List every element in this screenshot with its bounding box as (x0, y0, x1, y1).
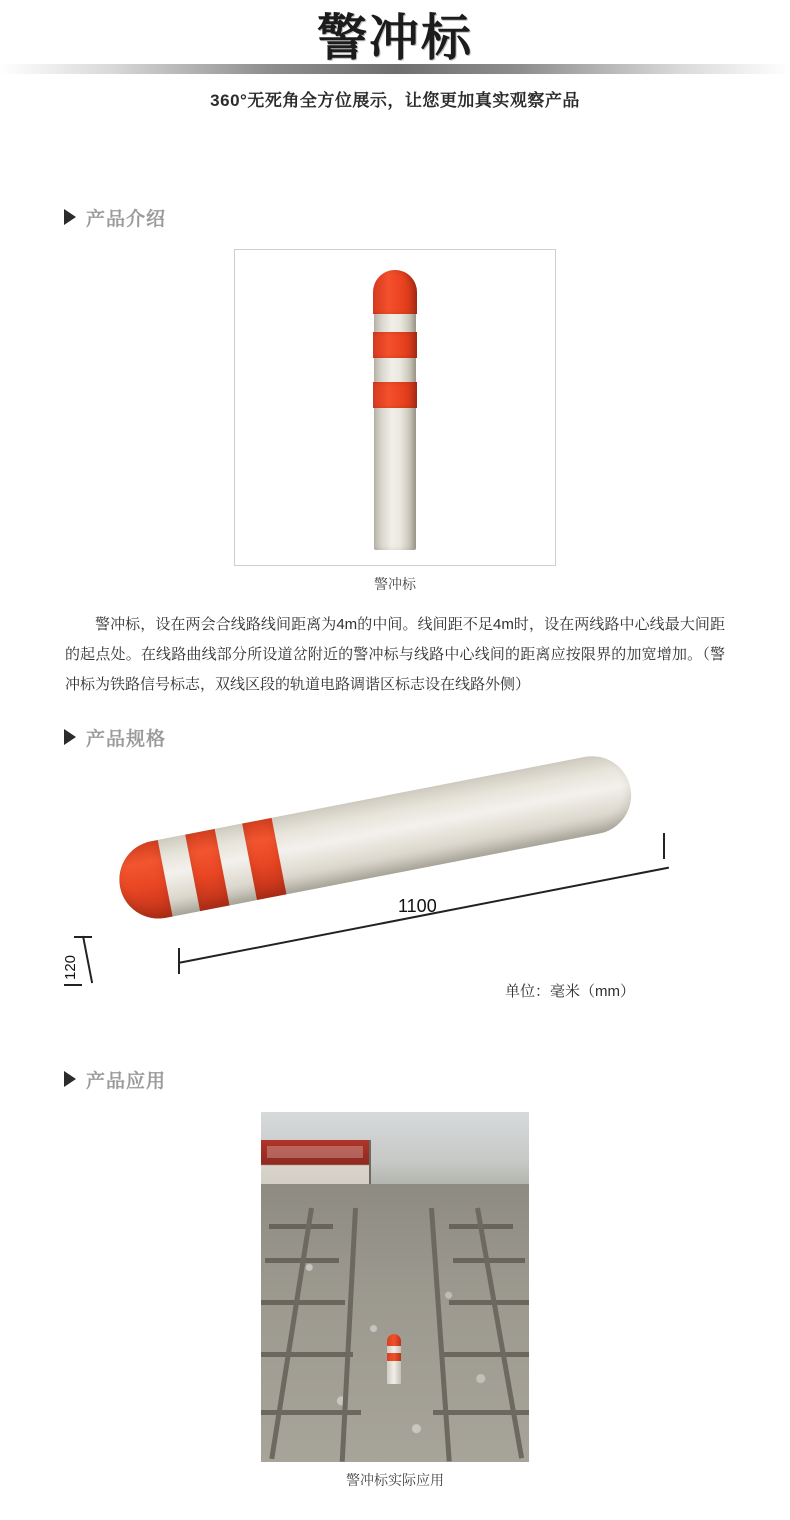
bollard-red-band-3 (373, 382, 417, 408)
spec-diagram (0, 758, 790, 1058)
section-header-application (0, 1064, 790, 1094)
diameter-tick-top (74, 936, 92, 938)
length-dimension-label: 1100 (398, 896, 437, 916)
application-photo-caption: 警冲标实际应用 (346, 1472, 444, 1488)
page-subtitle: 360°无死角全方位展示，让您更加真实观察产品 (210, 91, 580, 110)
page-title: 警冲标 (317, 9, 473, 67)
section-title-application: 产品应用 (86, 1070, 167, 1092)
diameter-tick-bottom (64, 984, 82, 986)
bollard-illustration (374, 270, 416, 550)
product-description-text: 警冲标，设在两会合线路线间距离为4m的中间。线间距不足4m时，设在两线路中心线最大间距的起点处。在线路曲线部分所设道岔附近的警冲标与线路中心线间的距离应按限界的加宽增加。（警冲标为铁路信号标志，双线区段的轨道电路调谐区标志设在线路外侧） (65, 616, 725, 693)
ballast-region (261, 1184, 529, 1462)
product-photo-figure (0, 249, 790, 594)
unit-note: 单位：毫米（mm） (505, 983, 635, 1000)
product-photo-bollard (234, 249, 556, 566)
product-photo-caption: 警冲标 (374, 576, 416, 592)
triangle-right-icon (64, 1071, 76, 1087)
spec-red-band-3 (242, 818, 286, 900)
triangle-right-icon (64, 209, 76, 225)
diameter-dimension-line (82, 936, 93, 983)
sleeper (261, 1352, 353, 1357)
sleeper (261, 1300, 345, 1305)
mini-post-red-cap (387, 1334, 401, 1346)
sleeper (269, 1224, 333, 1229)
bollard-red-band-2 (373, 332, 417, 358)
triangle-right-icon (64, 729, 76, 745)
application-photo-figure (0, 1112, 790, 1490)
diameter-dimension-label: 120 (62, 954, 79, 980)
sleeper (449, 1300, 529, 1305)
sleeper (441, 1352, 529, 1357)
application-photo-railway (261, 1112, 529, 1462)
length-tick-left (178, 948, 180, 974)
spec-red-end (113, 840, 173, 925)
bollard-spec-illustration (113, 749, 638, 925)
section-header-intro (0, 202, 790, 232)
section-title-spec: 产品规格 (86, 728, 167, 750)
section-title-intro: 产品介绍 (86, 208, 167, 230)
mini-post-red-band (387, 1353, 401, 1361)
clearance-post-in-field (387, 1334, 401, 1384)
length-tick-right (663, 833, 665, 859)
spec-red-band-2 (185, 829, 229, 911)
page-banner (0, 0, 790, 78)
section-header-spec (0, 722, 790, 752)
bollard-red-cap (373, 270, 417, 314)
